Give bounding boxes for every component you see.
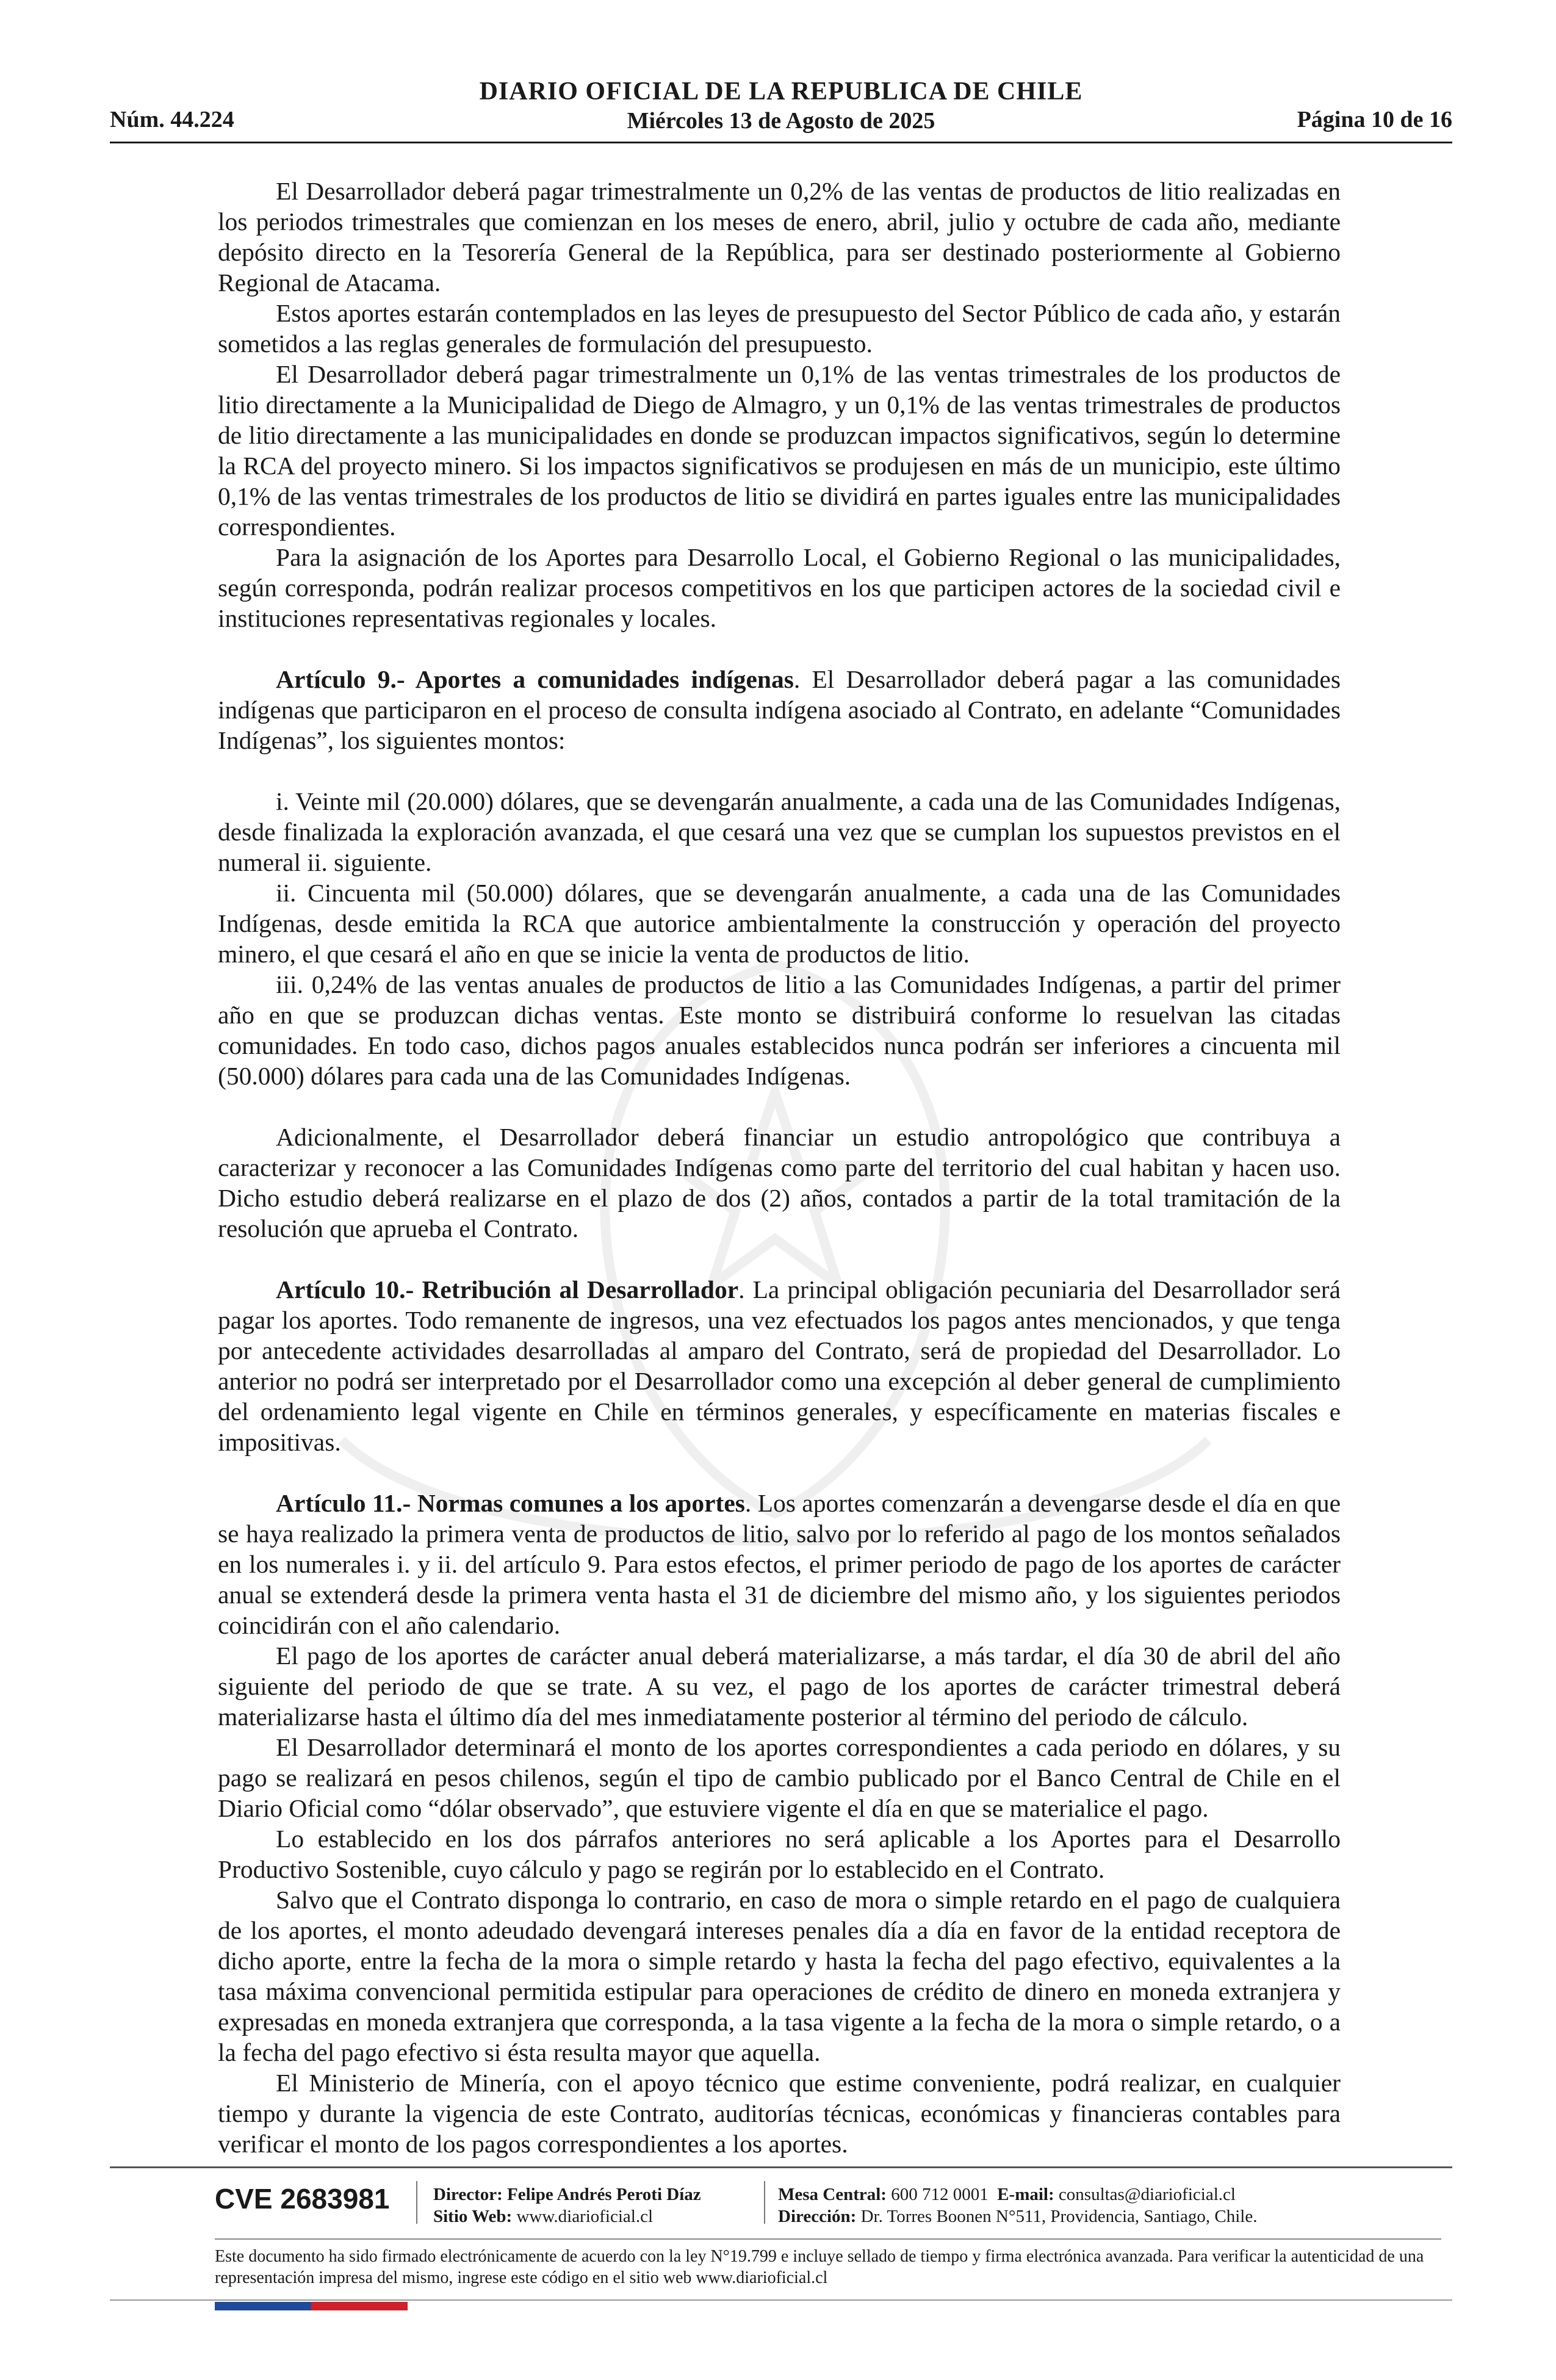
paragraph: El Desarrollador deberá pagar trimestralmente un 0,1% de las ventas trimestrales de los productos de litio directamente a la Municipalidad de Diego de Almagro, y un 0,1% de las ventas trimestrales de productos de litio directamente a las municipalidades en donde se produzcan impactos significativos, según lo determine la RCA del proyecto minero. Si los impactos significativos se produjesen en más de un municipio, este último 0,1% de las ventas trimestrales de los productos de litio se dividirá en partes iguales entre las municipalidades correspondientes.	[218, 360, 1341, 541]
issue-number: Núm. 44.224	[110, 107, 234, 132]
email-link[interactable]: consultas@diarioficial.cl	[1058, 2185, 1236, 2204]
article-10	[218, 1274, 1341, 1457]
article-text: . La principal obligación pecuniaria del Desarrollador será pagar los aportes. Todo remanente de ingresos, una vez efectuados los pagos antes mencionados, y que tenga por antecedente actividades desarrolladas al amparo del Contrato, será de propiedad del Desarrollador. Lo anterior no podrá ser interpretado por el Desarrollador como una excepción al deber general de cumplimiento del ordenamiento legal vigente en Chile en términos generales, y específicamente en materias fiscales e impositivas.	[218, 1275, 1341, 1456]
list-item: ii. Cincuenta mil (50.000) dólares, que se devengarán anualmente, a cada una de las Comunidades Indígenas, desde emitida la RCA que autorice ambientalmente la construcción y operación del proyecto minero, el que cesará el año en que se inicie la venta de productos de litio.	[218, 879, 1341, 968]
page-number: Página 10 de 16	[1297, 107, 1452, 132]
paragraph: El Desarrollador determinará el monto de los aportes correspondientes a cada periodo en dólares, y su pago se realizará en pesos chilenos, según el tipo de cambio publicado por el Banco Central de Chile en el Diario Oficial como “dólar observado”, que estuviere vigente el día en que se materialice el pago.	[218, 1733, 1341, 1822]
contact-info	[778, 2183, 1257, 2227]
article-11	[218, 1488, 1341, 1640]
paragraph: Adicionalmente, el Desarrollador deberá financiar un estudio antropológico que contribuya a caracterizar y reconocer a las Comunidades Indígenas como parte del territorio del cual habitan y hacen uso. Dicho estudio deberá realizarse en el plazo de dos (2) años, contados a partir de la total tramitación de la resolución que aprueba el Contrato.	[218, 1123, 1341, 1242]
paragraph: Salvo que el Contrato disponga lo contrario, en caso de mora o simple retardo en el pago de cualquiera de los aportes, el monto adeudado devengará intereses penales día a día en favor de la entidad receptora de dicho aporte, entre la fecha de la mora o simple retardo y hasta la fecha del pago efectivo, equivalentes a la tasa máxima convencional permitida estipular para operaciones de crédito de dinero en moneda extranjera y expresadas en moneda extranjera que corresponda, a la tasa vigente a la fecha de la mora o simple retardo, o a la fecha del pago efectivo si ésta resulta mayor que aquella.	[218, 1886, 1341, 2066]
site-link[interactable]: www.diarioficial.cl	[516, 2207, 654, 2226]
article-text: . El Desarrollador deberá pagar a las comunidades indígenas que participaron en el proceso de consulta indígena asociado al Contrato, en adelante “Comunidades Indígenas”, los siguientes montos:	[218, 665, 1341, 754]
article-heading: Artículo 11.- Normas comunes a los aportes	[276, 1489, 745, 1517]
list-item: iii. 0,24% de las ventas anuales de productos de litio a las Comunidades Indígenas, a partir del primer año en que se produzcan dichas ventas. Este monto se distribuirá conforme lo resuelvan las citadas comunidades. En todo caso, dichos pagos anuales establecidos nunca podrán ser inferiores a cincuenta mil (50.000) dólares para cada una de las Comunidades Indígenas.	[218, 970, 1341, 1090]
footer-separator	[764, 2181, 765, 2224]
paragraph: El pago de los aportes de carácter anual deberá materializarse, a más tardar, el día 30 de abril del año siguiente del periodo de que se trate. A su vez, el pago de los aportes de carácter trimestral deberá materializarse hasta el último día del mes inmediatamente posterior al término del periodo de cálculo.	[218, 1642, 1341, 1731]
footer-divider	[110, 2299, 1452, 2301]
publication-date: Miércoles 13 de Agosto de 2025	[627, 108, 935, 134]
publication-title: DIARIO OFICIAL DE LA REPUBLICA DE CHILE	[479, 78, 1083, 106]
address-value: Dr. Torres Boonen N°511, Providencia, Santiago, Chile.	[860, 2207, 1258, 2226]
page-header	[110, 77, 1452, 144]
email-label: E-mail:	[997, 2185, 1054, 2204]
cve-code: CVE 2683981	[215, 2183, 390, 2215]
paragraph: El Desarrollador deberá pagar trimestralmente un 0,2% de las ventas de productos de litio realizadas en los periodos trimestrales que comienzan en los meses de enero, abril, julio y octubre de cada año, mediante depósito directo en la Tesorería General de la República, para ser destinado posteriormente al Gobierno Regional de Atacama.	[218, 177, 1341, 297]
director-name: Felipe Andrés Peroti Díaz	[507, 2185, 701, 2204]
list-item: i. Veinte mil (20.000) dólares, que se devengarán anualmente, a cada una de las Comunidades Indígenas, desde finalizada la exploración avanzada, el que cesará una vez que se cumplan los supuestos previstos en el numeral ii. siguiente.	[218, 787, 1341, 876]
paragraph: El Ministerio de Minería, con el apoyo técnico que estime conveniente, podrá realizar, en cualquier tiempo y durante la vigencia de este Contrato, auditorías técnicas, económicas y financieras contables para verificar el monto de los pagos correspondientes a los aportes.	[218, 2069, 1341, 2158]
flag-bar-blue	[215, 2302, 311, 2310]
director-info	[433, 2183, 701, 2227]
mesa-label: Mesa Central:	[778, 2185, 887, 2204]
site-label: Sitio Web:	[433, 2207, 513, 2226]
masthead	[110, 77, 1452, 134]
flag-bar-red	[311, 2302, 408, 2310]
paragraph: Lo establecido en los dos párrafos anteriores no será aplicable a los Aportes para el Desarrollo Productivo Sostenible, cuyo cálculo y pago se regirán por lo establecido en el Contrato.	[218, 1825, 1341, 1883]
mesa-phone: 600 712 0001	[891, 2185, 989, 2204]
signature-note: Este documento ha sido firmado electrónicamente de acuerdo con la ley N°19.799 e incluye sellado de tiempo y firma electrónica avanzada. Para verificar la autenticidad de una representación impresa del mismo, ingrese este código en el sitio web www.diarioficial.cl	[215, 2247, 1424, 2287]
document-body	[218, 176, 1341, 2159]
article-9	[218, 664, 1341, 755]
paragraph: Para la asignación de los Aportes para Desarrollo Local, el Gobierno Regional o las municipalidades, según corresponda, podrán realizar procesos competitivos en los que participen actores de la sociedad civil e instituciones representativas regionales y locales.	[218, 543, 1341, 632]
footer-divider	[110, 2166, 1452, 2168]
paragraph: Estos aportes estarán contemplados en las leyes de presupuesto del Sector Público de cada año, y estarán sometidos a las reglas generales de formulación del presupuesto.	[218, 299, 1341, 358]
footer-divider	[215, 2238, 1441, 2240]
header-divider	[110, 142, 1452, 143]
article-heading: Artículo 9.- Aportes a comunidades indígenas	[276, 665, 794, 693]
address-label: Dirección:	[778, 2207, 857, 2226]
director-label: Director:	[433, 2185, 503, 2204]
article-heading: Artículo 10.- Retribución al Desarrollador	[276, 1275, 739, 1304]
article-text: . Los aportes comenzarán a devengarse desde el día en que se haya realizado la primera venta de productos de litio, salvo por lo referido al pago de los montos señalados en los numerales i. y ii. del artículo 9. Para estos efectos, el primer periodo de pago de los aportes de carácter anual se extenderá desde la primera venta hasta el 31 de diciembre del mismo año, y los siguientes periodos coincidirán con el año calendario.	[218, 1489, 1341, 1639]
footer-separator	[416, 2181, 417, 2224]
